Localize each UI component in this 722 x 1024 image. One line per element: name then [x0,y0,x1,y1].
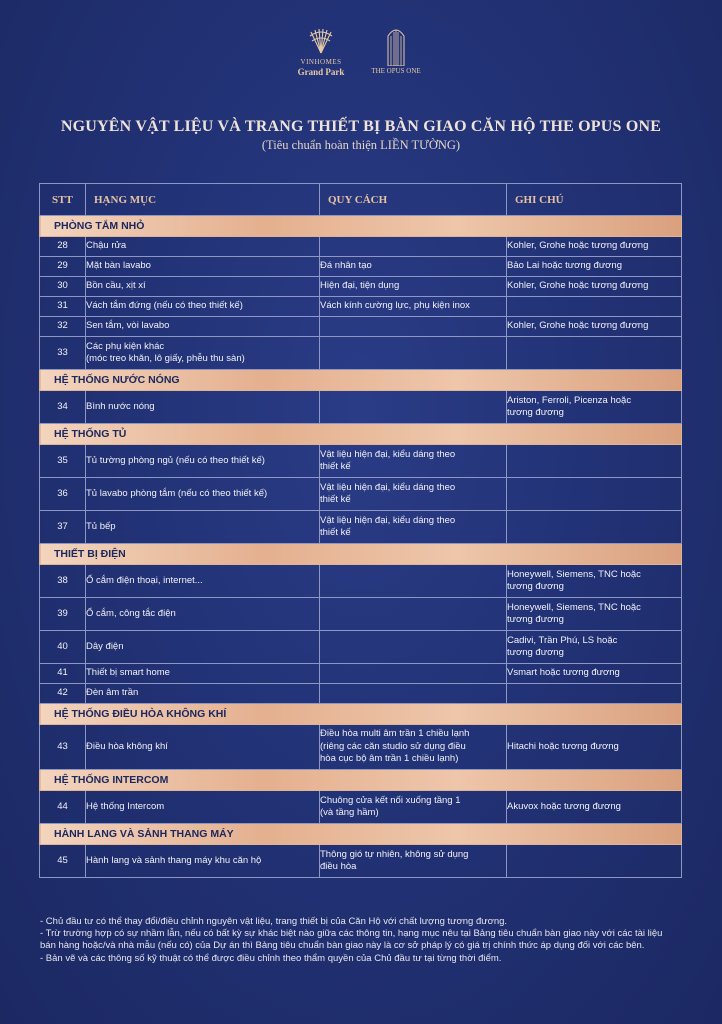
section-title: HỆ THỐNG NƯỚC NÓNG [40,370,682,391]
row-item-cell: Sen tắm, vòi lavabo [86,317,320,337]
row-note-cell: Akuvox hoặc tương đương [507,791,682,824]
row-stt-cell: 38 [40,565,86,598]
handover-spec-table [39,183,682,878]
table-row [40,598,682,631]
row-stt-cell: 33 [40,337,86,370]
row-item-cell: Thiết bị smart home [86,664,320,684]
row-item-cell: Các phụ kiện khác (móc treo khăn, lô giấy, phễu thu sàn) [86,337,320,370]
row-stt-cell: 39 [40,598,86,631]
section-title: PHÒNG TẮM NHỎ [40,216,682,237]
row-item-cell: Vách tắm đứng (nếu có theo thiết kế) [86,297,320,317]
row-stt-cell: 35 [40,445,86,478]
row-stt-cell: 45 [40,845,86,878]
section-header-row [40,824,682,845]
row-item-cell: Tủ lavabo phòng tắm (nếu có theo thiết kế) [86,478,320,511]
row-note-cell [507,684,682,704]
row-spec-cell [320,391,507,424]
row-item-cell: Chậu rửa [86,237,320,257]
table-header-row [40,184,682,216]
row-item-cell: Đèn âm trần [86,684,320,704]
row-note-cell: Vsmart hoặc tương đương [507,664,682,684]
row-note-cell [507,445,682,478]
table-row [40,445,682,478]
section-header-row [40,370,682,391]
row-item-cell: Tủ bếp [86,511,320,544]
row-stt-cell: 44 [40,791,86,824]
table-row [40,478,682,511]
table-row [40,684,682,704]
row-item-cell: Tủ tường phòng ngủ (nếu có theo thiết kế) [86,445,320,478]
row-note-cell [507,337,682,370]
row-spec-cell [320,237,507,257]
table-row [40,631,682,664]
row-stt-cell: 28 [40,237,86,257]
row-stt-cell: 43 [40,725,86,770]
logo-bar [0,26,722,86]
row-note-cell [507,297,682,317]
row-item-cell: Bồn cầu, xịt xí [86,277,320,297]
row-spec-cell [320,664,507,684]
footnotes [40,916,680,965]
section-header-row [40,544,682,565]
table-row [40,337,682,370]
table-row [40,391,682,424]
row-item-cell: Bình nước nóng [86,391,320,424]
row-item-cell: Hành lang và sảnh thang máy khu căn hộ [86,845,320,878]
row-stt-cell: 32 [40,317,86,337]
section-header-row [40,770,682,791]
section-header-row [40,216,682,237]
row-stt-cell: 42 [40,684,86,704]
section-title: HỆ THỐNG TỦ [40,424,682,445]
header-note: GHI CHÚ [507,184,682,216]
header-spec: QUY CÁCH [320,184,507,216]
opus-one-logo [366,26,426,75]
row-spec-cell: Vật liệu hiện đại, kiểu dáng theo thiết kế [320,445,507,478]
table-row [40,257,682,277]
row-stt-cell: 40 [40,631,86,664]
row-spec-cell [320,684,507,704]
page-subtitle: (Tiêu chuẩn hoàn thiện LIỀN TƯỜNG) [261,138,461,152]
table-row [40,237,682,257]
row-note-cell: Honeywell, Siemens, TNC hoặc tương đương [507,565,682,598]
table-row [40,277,682,297]
row-item-cell: Dây điện [86,631,320,664]
table-row [40,845,682,878]
section-header-row [40,704,682,725]
row-note-cell [507,845,682,878]
section-title: HỆ THỐNG INTERCOM [40,770,682,791]
row-spec-cell: Vật liệu hiện đại, kiểu dáng theo thiết kế [320,478,507,511]
table-row [40,725,682,770]
row-item-cell: Ổ cắm điện thoại, internet... [86,565,320,598]
vinhomes-logo-line1: VINHOMES [300,58,342,66]
footnote-item: - Chủ đầu tư có thể thay đổi/điều chỉnh nguyên vật liệu, trang thiết bị của Căn Hộ với chất lượng tương đương. [40,916,508,927]
row-stt-cell: 37 [40,511,86,544]
row-spec-cell [320,631,507,664]
row-note-cell: Honeywell, Siemens, TNC hoặc tương đương [507,598,682,631]
section-title: HỆ THỐNG ĐIỀU HÒA KHÔNG KHÍ [40,704,682,725]
section-title: THIẾT BỊ ĐIỆN [40,544,682,565]
row-note-cell: Kohler, Grohe hoặc tương đương [507,277,682,297]
row-spec-cell: Vật liệu hiện đại, kiểu dáng theo thiết kế [320,511,507,544]
row-stt-cell: 29 [40,257,86,277]
footnote-item: - Trừ trường hợp có sự nhầm lẫn, nếu có bất kỳ sự khác biệt nào giữa các thông tin, hạng mục nêu tại Bảng tiêu chuẩn bàn giao này với các tài liệu bán hàng hoặc/và nhà mẫu (nếu có) của Dự án thì Bảng tiêu chuẩn bàn giao này là cơ sở pháp lý có giá trị chính thức áp dụng đối với các bên. [40,928,663,952]
row-stt-cell: 34 [40,391,86,424]
row-note-cell: Ariston, Ferroli, Picenza hoặc tương đương [507,391,682,424]
row-note-cell: Kohler, Grohe hoặc tương đương [507,237,682,257]
header-stt: STT [40,184,86,216]
row-stt-cell: 30 [40,277,86,297]
vinhomes-logo [296,26,346,77]
vinhomes-logo-line2: Grand Park [297,67,345,77]
vinhomes-emblem-icon [306,26,336,56]
row-note-cell: Bảo Lai hoặc tương đương [507,257,682,277]
table-row [40,297,682,317]
row-note-cell [507,511,682,544]
section-title: HÀNH LANG VÀ SẢNH THANG MÁY [40,824,682,845]
row-note-cell: Cadivi, Trần Phú, LS hoặc tương đương [507,631,682,664]
section-header-row [40,424,682,445]
row-item-cell: Mặt bàn lavabo [86,257,320,277]
opus-one-logo-text: THE OPUS ONE [371,67,421,75]
row-spec-cell [320,317,507,337]
row-spec-cell: Điều hòa multi âm trần 1 chiều lạnh (riêng các căn studio sử dụng điều hòa cục bộ âm trần 1 chiều lạnh) [320,725,507,770]
row-spec-cell: Đá nhân tạo [320,257,507,277]
table-row [40,317,682,337]
row-note-cell: Kohler, Grohe hoặc tương đương [507,317,682,337]
opus-tower-icon [385,26,407,66]
row-item-cell: Hệ thống Intercom [86,791,320,824]
table-row [40,664,682,684]
row-spec-cell: Hiện đại, tiện dụng [320,277,507,297]
row-stt-cell: 36 [40,478,86,511]
row-item-cell: Điều hòa không khí [86,725,320,770]
table-row [40,791,682,824]
row-spec-cell: Vách kính cường lực, phụ kiện inox [320,297,507,317]
row-stt-cell: 31 [40,297,86,317]
row-spec-cell: Chuông cửa kết nối xuống tầng 1 (và tầng hầm) [320,791,507,824]
row-spec-cell [320,565,507,598]
row-spec-cell [320,337,507,370]
table-row [40,565,682,598]
row-item-cell: Ổ cắm, công tắc điện [86,598,320,631]
row-note-cell [507,478,682,511]
row-spec-cell: Thông gió tự nhiên, không sử dụng điều hòa [320,845,507,878]
page-title: NGUYÊN VẬT LIỆU VÀ TRANG THIẾT BỊ BÀN GIAO CĂN HỘ THE OPUS ONE [60,118,662,135]
table-row [40,511,682,544]
row-note-cell: Hitachi hoặc tương đương [507,725,682,770]
row-spec-cell [320,598,507,631]
row-stt-cell: 41 [40,664,86,684]
footnote-item: - Bản vẽ và các thông số kỹ thuật có thể được điều chỉnh theo thẩm quyền của Chủ đầu tư tại từng thời điểm. [40,952,502,964]
header-item: HẠNG MỤC [86,184,320,216]
